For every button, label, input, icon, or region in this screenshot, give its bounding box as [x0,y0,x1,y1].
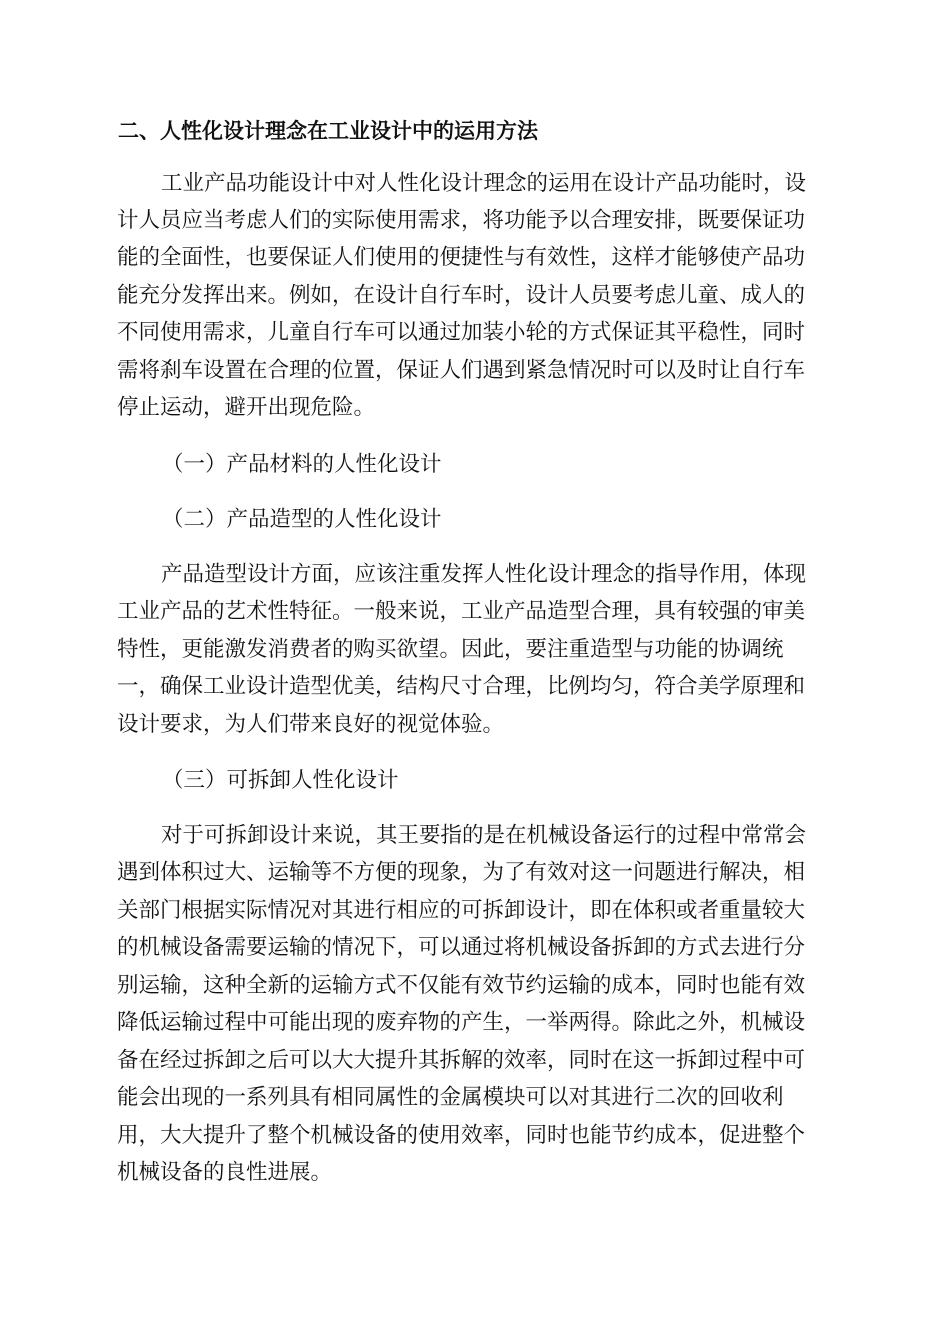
text-line: 计人员应当考虑人们的实际使用需求，将功能予以合理安排，既要保证功 [117,208,806,233]
subheading-material: （一）产品材料的人性化设计 [162,452,442,477]
text-line: 不同使用需求，儿童自行车可以通过加装小轮的方式保证其平稳性，同时 [117,320,806,345]
text-line: 能的全面性，也要保证人们使用的便捷性与有效性，这样才能够使产品功 [117,245,806,270]
text-line: 停止运动，避开出现危险。 [117,395,376,420]
text-line: 产品造型设计方面，应该注重发挥人性化设计理念的指导作用，体现 [161,562,807,587]
text-line: 备在经过拆卸之后可以大大提升其拆解的效率，同时在这一拆卸过程中可 [117,1048,806,1073]
subheading-detachable: （三）可拆卸人性化设计 [162,768,399,793]
text-line: 能会出现的一系列具有相同属性的金属模块可以对其进行二次的回收利 [117,1085,784,1110]
section-heading: 二、人性化设计理念在工业设计中的运用方法 [118,119,538,143]
text-line: 一，确保工业设计造型优美，结构尺寸合理，比例均匀，符合美学原理和 [117,674,806,699]
text-line: 别运输，这种全新的运输方式不仅能有效节约运输的成本，同时也能有效 [117,973,806,998]
text-line: 对于可拆卸设计来说，其王要指的是在机械设备运行的过程中常常会 [161,823,807,848]
text-line: 机械设备的良性进展。 [117,1160,333,1185]
text-line: 用，大大提升了整个机械设备的使用效率，同时也能节约成本，促进整个 [117,1123,806,1148]
subheading-form: （二）产品造型的人性化设计 [162,507,442,532]
text-line: 降低运输过程中可能出现的废弃物的产生，一举两得。除此之外，机械设 [117,1010,806,1035]
text-line: 能充分发挥出来。例如，在设计自行车时，设计人员要考虑儿童、成人的 [117,283,806,308]
text-line: 关部门根据实际情况对其进行相应的可拆卸设计，即在体积或者重量较大 [117,898,806,923]
text-line: 特性，更能激发消费者的购买欲望。因此，要注重造型与功能的协调统 [117,637,784,662]
text-line: 遇到体积过大、运输等不方便的现象，为了有效对这一问题进行解决，相 [117,860,806,885]
text-line: 的机械设备需要运输的情况下，可以通过将机械设备拆卸的方式去进行分 [117,935,806,960]
text-line: 需将刹车设置在合理的位置，保证人们遇到紧急情况时可以及时让自行车 [117,358,806,383]
text-line: 工业产品的艺术性特征。一般来说，工业产品造型合理，具有较强的审美 [117,599,806,624]
text-line: 设计要求，为人们带来良好的视觉体验。 [117,712,505,737]
text-line: 工业产品功能设计中对人性化设计理念的运用在设计产品功能时，设 [161,171,807,196]
